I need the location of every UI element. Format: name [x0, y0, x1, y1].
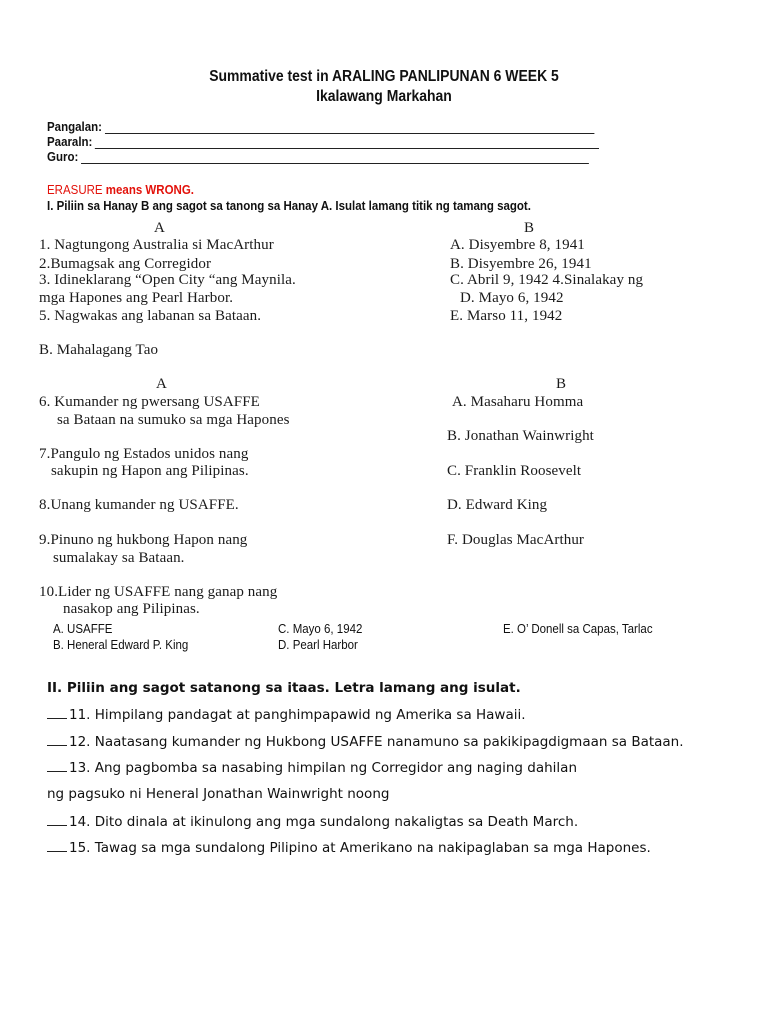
question-text: 13. Ang pagbomba sa nasabing himpilan ng Corregidor ang naging dahilan [69, 760, 578, 776]
question-item [47, 813, 578, 830]
answer-blank[interactable] [47, 733, 67, 746]
part1-item-a: mga Hapones ang Pearl Harbor. [39, 290, 234, 306]
partb-item-a: sakupin ng Hapon ang Pilipinas. [51, 463, 249, 479]
partb-item-b: F. Douglas MacArthur [447, 532, 585, 548]
school-label: Paaraln: [47, 135, 93, 149]
part1-item-a: 2.Bumagsak ang Corregidor [39, 256, 212, 272]
partb-item-b: B. Jonathan Wainwright [447, 428, 594, 444]
partb-item-a: 8.Unang kumander ng USAFFE. [39, 497, 239, 513]
partb-col-b-header: B [556, 376, 567, 392]
erasure-word: ERASURE [47, 183, 103, 197]
question-text: 11. Himpilang pandagat at panghimpapawid ng Amerika sa Hawaii. [69, 707, 526, 723]
choice-item: E. O’ Donell sa Capas, Tarlac [503, 622, 653, 636]
partb-item-a: sa Bataan na sumuko sa mga Hapones [57, 412, 290, 428]
choice-item: D. Pearl Harbor [278, 638, 358, 652]
page-subtitle: Ikalawang Markahan [316, 88, 452, 105]
partb-col-a-header: A [156, 376, 167, 392]
erasure-notice [47, 183, 194, 197]
partb-item-b: C. Franklin Roosevelt [447, 463, 582, 479]
name-label: Pangalan: [47, 120, 102, 134]
answer-blank[interactable] [47, 839, 67, 852]
part1-item-a: 5. Nagwakas ang labanan sa Bataan. [39, 308, 262, 324]
question-text: 14. Dito dinala at ikinulong ang mga sundalong nakaligtas sa Death March. [69, 814, 579, 830]
question-item [47, 759, 577, 776]
question-item [47, 733, 684, 750]
part1-item-b: E. Marso 11, 1942 [450, 308, 563, 324]
partb-item-b: D. Edward King [447, 497, 548, 513]
part1-col-a-header: A [154, 220, 165, 236]
question-continuation: ng pagsuko ni Heneral Jonathan Wainwright noong [47, 786, 390, 802]
question-text: 15. Tawag sa mga sundalong Pilipino at Amerikano na nakipaglaban sa mga Hapones. [69, 840, 651, 856]
school-field[interactable] [47, 135, 599, 149]
teacher-field[interactable] [47, 150, 589, 164]
erasure-rest: means WRONG. [102, 183, 194, 197]
name-field[interactable] [47, 120, 594, 134]
partb-item-a: 9.Pinuno ng hukbong Hapon nang [39, 532, 248, 548]
question-item [47, 839, 651, 856]
choice-item: C. Mayo 6, 1942 [278, 622, 363, 636]
part2-instruction: II. Piliin ang sagot satanong sa itaas. Letra lamang ang isulat. [47, 680, 521, 696]
answer-blank[interactable] [47, 759, 67, 772]
part1-item-b: A. Disyembre 8, 1941 [450, 237, 585, 253]
partb-item-b: A. Masaharu Homma [452, 394, 584, 410]
question-text: 12. Naatasang kumander ng Hukbong USAFFE nanamuno sa pakikipagdigmaan sa Bataan. [69, 734, 684, 750]
part1-col-b-header: B [524, 220, 535, 236]
part1-item-a: 3. Idineklarang “Open City “ang Maynila. [39, 272, 296, 288]
answer-blank[interactable] [47, 706, 67, 719]
choice-item: B. Heneral Edward P. King [53, 638, 189, 652]
partb-item-a: nasakop ang Pilipinas. [63, 601, 200, 617]
choice-item: A. USAFFE [53, 622, 113, 636]
partb-item-a: 6. Kumander ng pwersang USAFFE [39, 394, 260, 410]
name-line[interactable] [105, 122, 594, 134]
answer-blank[interactable] [47, 813, 67, 826]
part1-instruction: I. Piliin sa Hanay B ang sagot sa tanong sa Hanay A. Isulat lamang titik ng tamang sagot. [47, 199, 531, 213]
teacher-label: Guro: [47, 150, 79, 164]
section-b-heading: B. Mahalagang Tao [39, 342, 159, 358]
school-line[interactable] [95, 137, 599, 149]
part1-item-a: 1. Nagtungong Australia si MacArthur [39, 237, 274, 253]
teacher-line[interactable] [81, 152, 589, 164]
page-title: Summative test in ARALING PANLIPUNAN 6 WEEK 5 [209, 68, 559, 85]
part1-item-b: C. Abril 9, 1942 4.Sinalakay ng [450, 272, 644, 288]
partb-item-a: 10.Lider ng USAFFE nang ganap nang [39, 584, 278, 600]
part1-item-b: D. Mayo 6, 1942 [460, 290, 564, 306]
part1-item-b: B. Disyembre 26, 1941 [450, 256, 592, 272]
question-item [47, 706, 526, 723]
partb-item-a: 7.Pangulo ng Estados unidos nang [39, 446, 249, 462]
partb-item-a: sumalakay sa Bataan. [53, 550, 185, 566]
